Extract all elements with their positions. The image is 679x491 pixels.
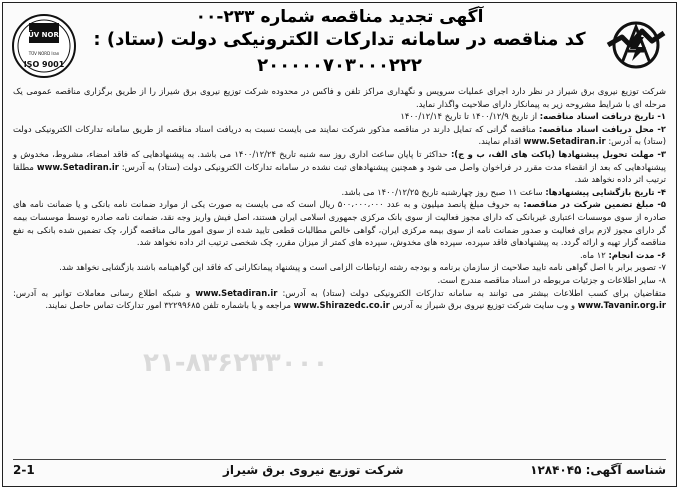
item2-tail: اقدام نمایند. [478,136,521,147]
tender-notice-document [2,2,677,487]
item4-text: ساعت ۱۱ صبح روز چهارشنبه تاریخ ۱۴۰۰/۱۲/۲۵ می باشد. [341,186,543,197]
item2-text: مناقصه گرانی که تمایل دارند در مناقصه مذکور شرکت نمایند می بایست نسبت به دریافت اسناد مناقصه از طریق سامانه تدارکات الکترونیکی دولت (ستاد) به آدرس: [13,123,666,147]
item-duration [13,249,666,262]
tuv-nord-iso-badge-icon [11,9,77,83]
item3-tail: مطلقا ترتیب اثر داده نخواهد شد. [13,161,666,185]
setadiran-link[interactable]: www.Setadiran.ir [195,287,278,298]
watermark-number: ۲۱-۸۳۶۲۳۳۰۰۰ [143,348,329,378]
item3-text: حداکثر تا پایان ساعت اداری روز سه شنبه تاریخ ۱۴۰۰/۱۲/۲۴ می باشد. به پیشنهادهایی که فاقد امضاء، مشروط، مخدوش و پیشنهادهایی که بعد از انقضاء مدت مقرر در فراخوان واصل می شود و همچنین پیشنهادهای ثبت نشده در سامانه تدارکات الکترونیکی دولت (ستاد) به آدرس: [13,148,666,172]
closing-text-2: و شبکه اطلاع رسانی معاملات توانیر به آدرس: [13,287,191,298]
item-document-dates [13,110,666,123]
item-document-location [13,123,666,148]
notice-id: شناسه آگهی: ۱۲۸۴۰۴۵ [530,463,666,477]
notice-title: آگهی تجدید مناقصه شماره ۲۳۳-۰۰ [195,7,484,27]
page-number: 2-1 [13,463,35,477]
notice-footer [13,459,666,478]
tender-code-number: ۲۰۰۰۰۰۷۰۳۰۰۰۲۲۲ [257,55,422,76]
closing-text-3: و وب سایت شرکت توزیع نیروی برق شیراز به آدرس [392,300,576,311]
iso-cert-text: ISO 9001 [23,60,65,69]
tender-code-label: کد مناقصه در سامانه تدارکات الکترونیکی دولت (ستاد) : [93,29,586,50]
item-submission-deadline [13,148,666,186]
intro-paragraph: شرکت توزیع نیروی برق شیراز در نظر دارد اجرای عملیات سرویس و نگهداری مراکز تلفن و فاکس در محدوده شرکت توزیع نیروی برق شیراز را از طریق برگزاری مناقصه عمومی یک مرحله ای با شرایط مشروحه زیر به پیمانکار دارای صلاحیت واگذار نماید. [13,86,666,109]
item5-label: ۵- مبلغ تضمین شرکت در مناقصه: [523,199,666,210]
item1-label: ۱- تاریخ دریافت اسناد مناقصه: [539,111,666,122]
item2-label: ۲- محل دریافت اسناد مناقصه: [538,123,666,134]
tavanir-link[interactable]: www.Tavanir.org.ir [577,300,666,311]
item-qualification-certificate: ۷- تصویر برابر با اصل گواهی نامه تایید صلاحیت از سازمان برنامه و بودجه رشته ارتباطات الزامی است و پیشنهاد پیمانکارانی که فاقد این گواهینامه باشند بازگشایی نخواهد شد. [59,262,666,273]
shirazedc-link[interactable]: www.Shirazedc.co.ir [293,300,390,311]
item1-text: از تاریخ ۱۴۰۰/۱۲/۹ تا تاریخ ۱۴۰۰/۱۲/۱۴ [400,111,538,122]
item4-label: ۴- تاریخ بازگشایی پیشنهادها: [545,186,666,197]
company-name: شرکت توزیع نیروی برق شیراز [223,463,404,477]
item3-label: ۳- مهلت تحویل پیشنهادها (پاکت های الف، ب و ج): [450,148,666,159]
svg-text:TÜV NORD Iran: TÜV NORD Iran [28,51,60,56]
tuv-brand-text: TÜV NORD [23,31,65,39]
notice-header [3,3,676,85]
item-guarantee-amount [13,198,666,248]
closing-paragraph [13,287,666,312]
setadiran-link[interactable]: www.Setadiran.ir [36,161,119,172]
item-other-info: ۸- سایر اطلاعات و جزئیات مربوطه در اسناد مناقصه مندرج است. [437,274,666,285]
item6-label: ۶- مدت انجام: [608,249,666,260]
setadiran-link[interactable]: www.Setadiran.ir [523,136,606,147]
notice-body [13,85,666,312]
closing-text-4: مراجعه و یا باشماره تلفن ۳۲۲۹۹۶۸۵ امور تدارکات تماس حاصل نمایند. [45,300,291,311]
power-distribution-company-logo-icon [604,17,668,73]
closing-text-1: متقاضیان برای کسب اطلاعات بیشتر می توانند به سامانه تدارکات الکترونیکی دولت (ستاد) به آدرس: [282,287,666,298]
item5-text: به حروف مبلغ پانصد میلیون و به عدد ۵۰۰،۰۰۰،۰۰۰ ریال است که می بایست به صورت یکی از موارد ضمانت نامه بانکی و یا ضمانت نامه های صادره از سوی موسسات اعتباری غیربانکی که دارای مجوز فعالیت از سوی بانک مرکزی جمهوری اسلامی ایران هستند، اصل فیش واریز وجه نقد، ضمانت نامه صادره توسط موسسات بیمه گر دارای مجوز لازم برای فعالیت و صدور ضمانت نامه از سوی بیمه مرکزی ایران، گواهی خالص مطالبات قطعی تایید شده از سوی امور مالی مناقصه گزار، چک تضمین شده بانکی به نفع مناقصه گزار تهیه و ارائه گردد. به پیشنهادهای فاقد سپرده، سپرده های مخدوش، سپرده های کمتر از میزان مقرر، چک شخصی ترتیب اثر داده نخواهد شد. [13,199,666,248]
item6-text: ۱۲ ماه. [580,249,606,260]
item-opening-date [13,186,666,199]
